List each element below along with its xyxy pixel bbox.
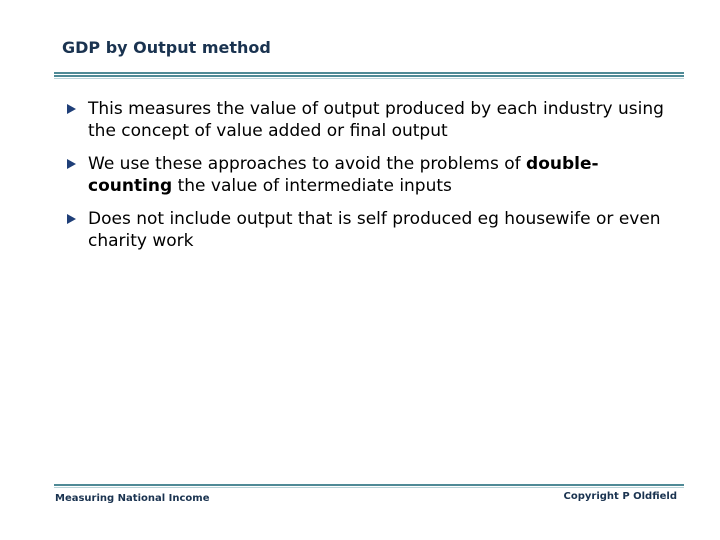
bullet-item [66, 153, 680, 197]
bullet-text-bold: double-counting [88, 154, 599, 196]
footer-copyright: Copyright P Oldfield [563, 491, 677, 502]
bullet-item [66, 208, 680, 252]
slide-title: GDP by Output method [62, 38, 271, 57]
triangle-bullet-icon [67, 159, 76, 169]
triangle-bullet-icon [67, 104, 76, 114]
bullet-text-after: the value of intermediate inputs [172, 176, 452, 196]
bullet-item [66, 98, 680, 142]
bullet-text: Does not include output that is self produced eg housewife or even charity work [88, 209, 661, 251]
bullet-text-before: We use these approaches to avoid the problems of [88, 154, 527, 174]
title-divider-line [54, 72, 684, 74]
title-divider-line [54, 78, 684, 79]
footer-divider-line [54, 484, 684, 486]
footer-divider-line [54, 487, 684, 488]
title-divider-line [54, 75, 684, 77]
bullet-text: This measures the value of output produced by each industry using the concept of value added or final output [88, 99, 664, 141]
footer-presentation-title: Measuring National Income [55, 493, 210, 504]
triangle-bullet-icon [67, 214, 76, 224]
bullet-list [66, 98, 680, 263]
